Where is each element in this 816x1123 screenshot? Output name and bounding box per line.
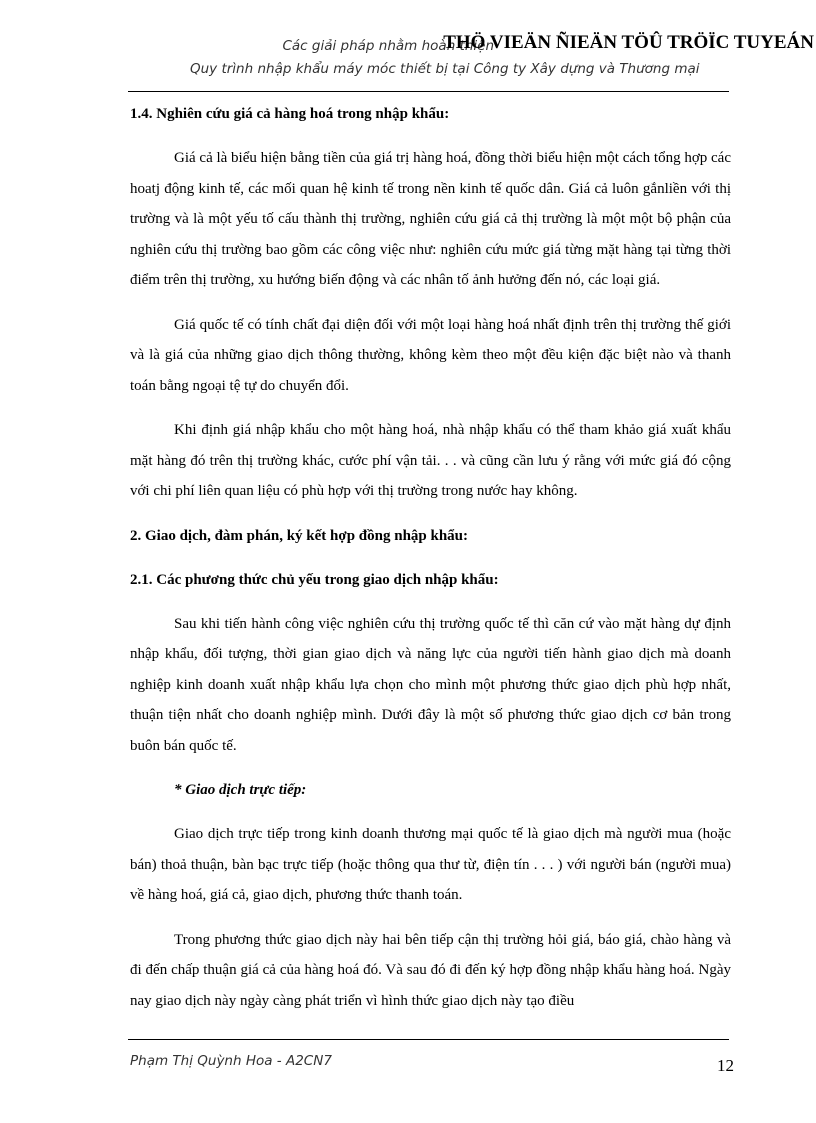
library-watermark: THÖ VIEÄN ÑIEÄN TÖÛ TRÖÏC TUYEÁN xyxy=(443,32,814,53)
document-body xyxy=(130,99,731,1030)
footer-author: Phạm Thị Quỳnh Hoa - A2CN7 xyxy=(130,1053,332,1069)
paragraph: Sau khi tiến hành công việc nghiên cứu thị trường quốc tế thì căn cứ vào mặt hàng dự định nhập khẩu, đối tượng, thời gian giao dịch và năng lực của người tiến hành giao dịch mà doanh nghiệp kinh doanh xuất nhập khẩu lựa chọn cho mình một phương thức giao dịch phù hợp nhất, thuận tiện nhất cho doanh nghiệp mình. Dưới đây là một số phương thức giao dịch cơ bản trong buôn bán quốc tế. xyxy=(130,615,731,754)
subsection-heading: * Giao dịch trực tiếp: xyxy=(174,782,307,798)
section-heading: 2.1. Các phương thức chủ yếu trong giao dịch nhập khẩu: xyxy=(130,571,499,588)
paragraph: Giá quốc tế có tính chất đại diện đối với một loại hàng hoá nhất định trên thị trường thế giới và là giá của những giao dịch thông thường, không kèm theo một đều kiện đặc biệt nào và thanh toán bằng ngoại tệ tự do chuyển đổi. xyxy=(130,316,731,394)
paragraph: Trong phương thức giao dịch này hai bên tiếp cận thị trường hỏi giá, báo giá, chào hàng và đi đến chấp thuận giá cả của hàng hoá đó. Và sau đó đi đến ký hợp đồng nhập khẩu hàng hoá. Ngày nay giao dịch này ngày càng phát triển vì hình thức giao dịch này tạo điều xyxy=(130,931,731,1009)
paragraph: Khi định giá nhập khẩu cho một hàng hoá, nhà nhập khẩu có thể tham khảo giá xuất khẩu mặt hàng đó trên thị trường khác, cước phí vận tải. . . và cũng cần lưu ý rằng với mức giá đó cộng với chi phí liên quan liệu có phù hợp với thị trường trong nước hay không. xyxy=(130,422,731,499)
page-number: 12 xyxy=(717,1056,734,1075)
section-heading: 2. Giao dịch, đàm phán, ký kết hợp đồng nhập khẩu: xyxy=(130,527,469,544)
footer-divider xyxy=(128,1039,729,1040)
section-heading: 1.4. Nghiên cứu giá cả hàng hoá trong nhập khẩu: xyxy=(130,106,450,122)
paragraph: Giá cả là biểu hiện bằng tiền của giá trị hàng hoá, đồng thời biểu hiện một cách tổng hợp các hoatj động kinh tế, các mối quan hệ kinh tế trong nền kinh tế quốc dân. Giá cả luôn gắnliền với thị trường và là một yếu tố cấu thành thị trường, nghiên cứu giá cả thị trường là một một bộ phận của nghiên cứu thị trường bao gồm các công việc như: nghiên cứu mức giá từng mặt hàng tại từng thời điểm trên thị trường, xu hướng biến động và các nhân tố ảnh hưởng đến nó, các loại giá. xyxy=(130,150,731,288)
paragraph: Giao dịch trực tiếp trong kinh doanh thương mại quốc tế là giao dịch mà người mua (hoặc bán) thoả thuận, bàn bạc trực tiếp (hoặc thông qua thư từ, điện tín . . . ) với người bán (người mua) về hàng hoá, giá cả, giao dịch, phương thức thanh toán. xyxy=(130,826,731,903)
header-divider xyxy=(128,91,729,92)
header-title: Các giải pháp nhằm hoàn thiện xyxy=(282,38,494,54)
header-subtitle: Quy trình nhập khẩu máy móc thiết bị tại Công ty Xây dựng và Thương mại xyxy=(190,61,700,77)
